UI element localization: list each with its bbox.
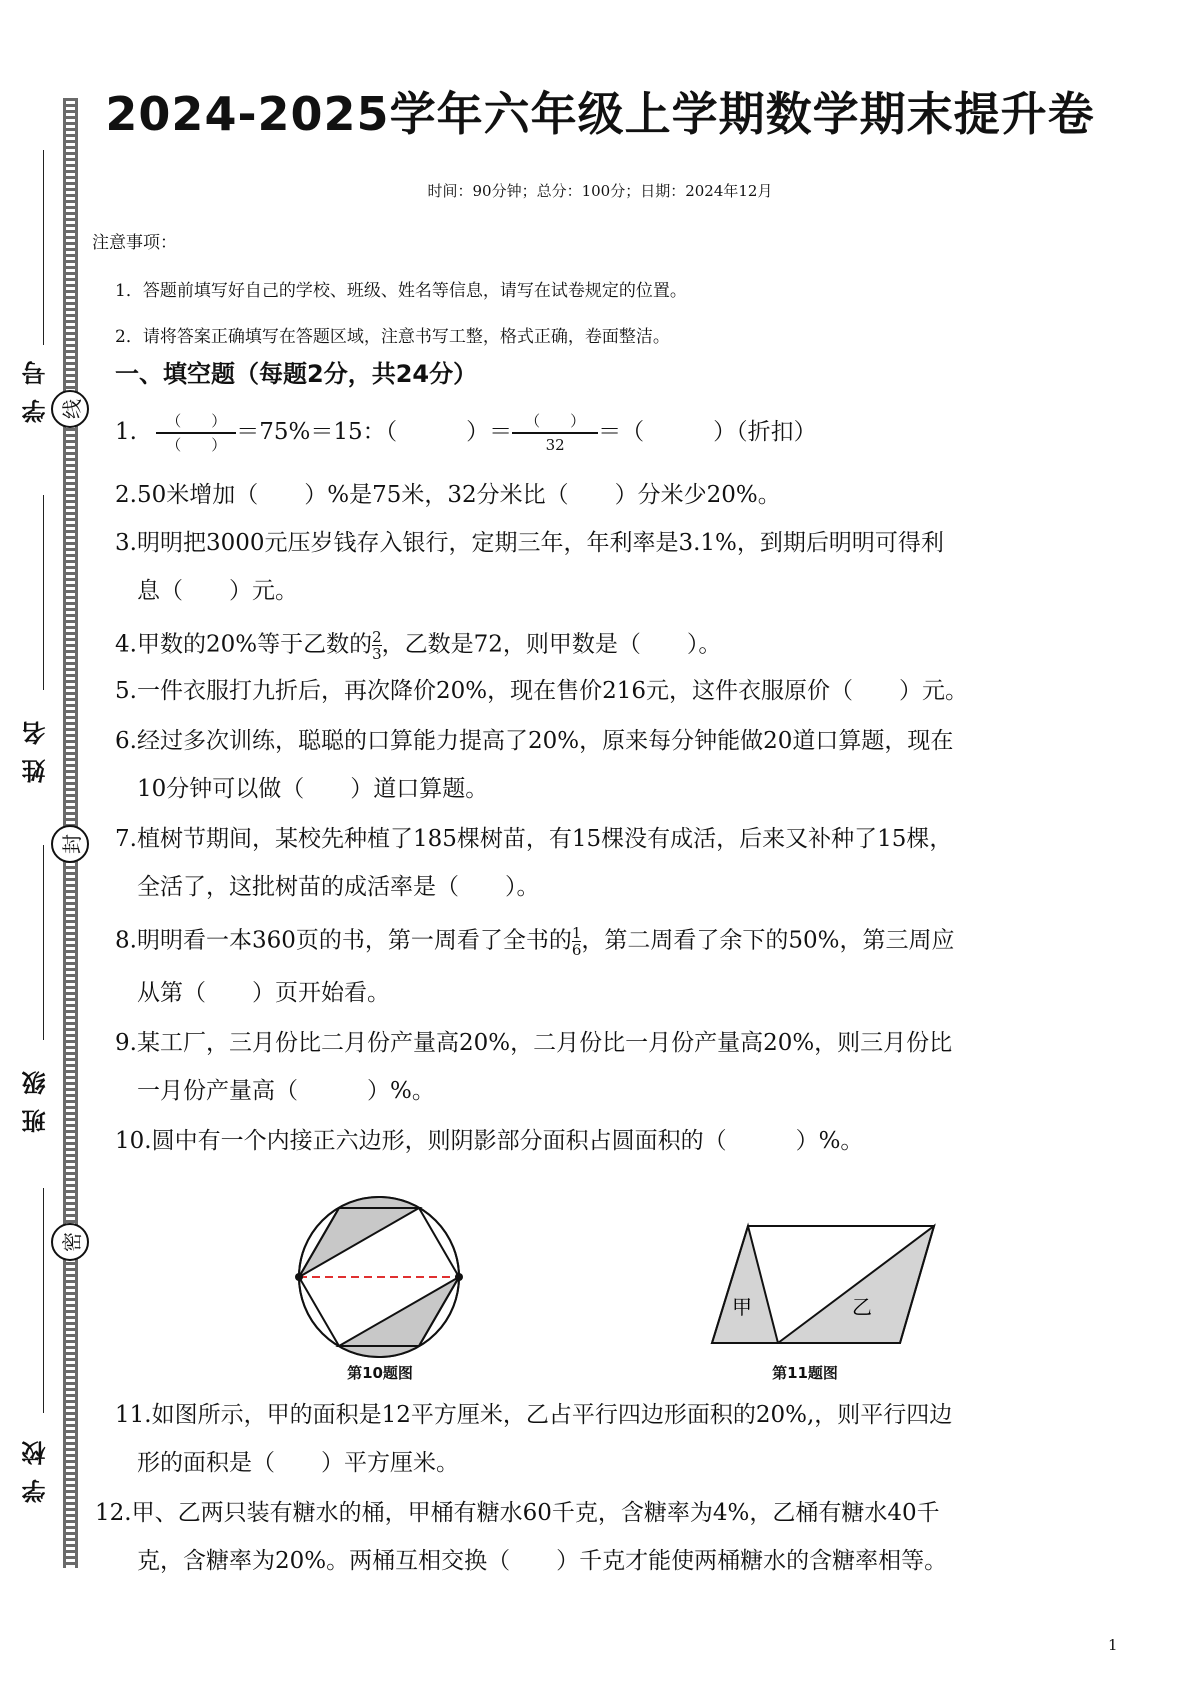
seal-feng: 封 bbox=[51, 825, 89, 863]
question-7-line2: 全活了，这批树苗的成活率是（ ）。 bbox=[137, 874, 540, 900]
label-jia: 甲 bbox=[732, 1295, 752, 1319]
q4-text-before: 4.甲数的20%等于乙数的 bbox=[115, 631, 373, 658]
q8-text-after: ，第二周看了余下的50%，第三周应 bbox=[581, 927, 955, 954]
denominator-32: 32 bbox=[545, 436, 565, 454]
notes-heading: 注意事项： bbox=[92, 233, 177, 253]
question-11-line2: 形的面积是（ ）平方厘米。 bbox=[137, 1450, 459, 1476]
note-item: 1．答题前填写好自己的学校、班级、姓名等信息，请写在试卷规定的位置。 bbox=[115, 281, 687, 301]
section-title: 一、填空题（每题2分，共24分） bbox=[115, 360, 478, 388]
q1-end-text: ＝（ ）（折扣） bbox=[598, 419, 817, 445]
seal-mi: 密 bbox=[51, 1223, 89, 1261]
question-8-line1 bbox=[115, 926, 955, 957]
question-2: 2.50米增加（ ）%是75米，32分米比（ ）分米少20%。 bbox=[115, 482, 781, 508]
fraction-one-sixth: $\frac{1}{6}$ bbox=[571, 924, 582, 959]
student-id-blank-line bbox=[43, 150, 44, 345]
school-label: 学校 bbox=[22, 1427, 50, 1503]
figure-10-circle-hexagon bbox=[295, 1190, 475, 1360]
exam-title: 2024-2025学年六年级上学期数学期末提升卷 bbox=[105, 87, 1095, 141]
question-12-line2: 克，含糖率为20%。两桶互相交换（ ）千克才能使两桶糖水的含糖率相等。 bbox=[137, 1548, 948, 1574]
student-id-label: 学号 bbox=[22, 347, 50, 423]
question-number: 1. bbox=[115, 419, 137, 445]
numerator-blank[interactable]: （ ） bbox=[525, 412, 586, 430]
question-3-line1: 3.明明把3000元压岁钱存入银行，定期三年，年利率是3.1%，到期后明明可得利 bbox=[115, 530, 944, 556]
name-blank-line bbox=[43, 495, 44, 690]
question-3-line2: 息（ ）元。 bbox=[137, 578, 298, 604]
question-6-line2: 10分钟可以做（ ）道口算题。 bbox=[137, 776, 489, 802]
q1-middle-text: ＝75%＝15：（ ）＝ bbox=[236, 419, 513, 445]
question-5: 5.一件衣服打九折后，再次降价20%，现在售价216元，这件衣服原价（ ）元。 bbox=[115, 678, 968, 704]
question-6-line1: 6.经过多次训练，聪聪的口算能力提高了20%，原来每分钟能做20道口算题，现在 bbox=[115, 728, 954, 754]
fraction-over-32[interactable] bbox=[512, 412, 598, 454]
numerator-blank[interactable]: （ ） bbox=[166, 412, 227, 430]
exam-meta: 时间：90分钟；总分：100分；日期：2024年12月 bbox=[427, 182, 773, 200]
q4-text-after: ，乙数是72，则甲数是（ ）。 bbox=[381, 631, 722, 658]
question-8-line2: 从第（ ）页开始看。 bbox=[137, 980, 390, 1006]
fraction-two-thirds: $\frac{2}{3}$ bbox=[372, 628, 382, 663]
question-4 bbox=[115, 630, 721, 661]
figure-11-caption: 第11题图 bbox=[772, 1364, 838, 1382]
denominator-blank[interactable]: （ ） bbox=[166, 436, 227, 454]
name-label: 姓名 bbox=[22, 707, 50, 783]
fraction-blank[interactable] bbox=[156, 412, 236, 454]
class-label: 班级 bbox=[22, 1057, 50, 1133]
note-item: 2．请将答案正确填写在答题区域，注意书写工整，格式正确，卷面整洁。 bbox=[115, 327, 670, 347]
question-12-line1: 12.甲、乙两只装有糖水的桶，甲桶有糖水60千克，含糖率为4%，乙桶有糖水40千 bbox=[95, 1500, 940, 1526]
question-9-line1: 9.某工厂，三月份比二月份产量高20%，二月份比一月份产量高20%，则三月份比 bbox=[115, 1030, 953, 1056]
figure-11-parallelogram bbox=[700, 1210, 950, 1350]
question-1 bbox=[115, 412, 817, 454]
label-yi: 乙 bbox=[852, 1295, 872, 1319]
figure-10-caption: 第10题图 bbox=[347, 1364, 413, 1382]
q8-text-before: 8.明明看一本360页的书，第一周看了全书的 bbox=[115, 927, 572, 954]
seal-xian: 线 bbox=[51, 390, 89, 428]
page-number: 1 bbox=[1108, 1636, 1118, 1654]
question-9-line2: 一月份产量高（ ）%。 bbox=[137, 1078, 435, 1104]
class-blank-line bbox=[43, 845, 44, 1040]
question-7-line1: 7.植树节期间，某校先种植了185棵树苗，有15棵没有成活，后来又补种了15棵， bbox=[115, 826, 953, 852]
school-blank-line bbox=[43, 1188, 44, 1413]
question-11-line1: 11.如图所示，甲的面积是12平方厘米，乙占平行四边形面积的20%,，则平行四边 bbox=[115, 1402, 953, 1428]
question-10: 10.圆中有一个内接正六边形，则阴影部分面积占圆面积的（ ）%。 bbox=[115, 1128, 864, 1154]
